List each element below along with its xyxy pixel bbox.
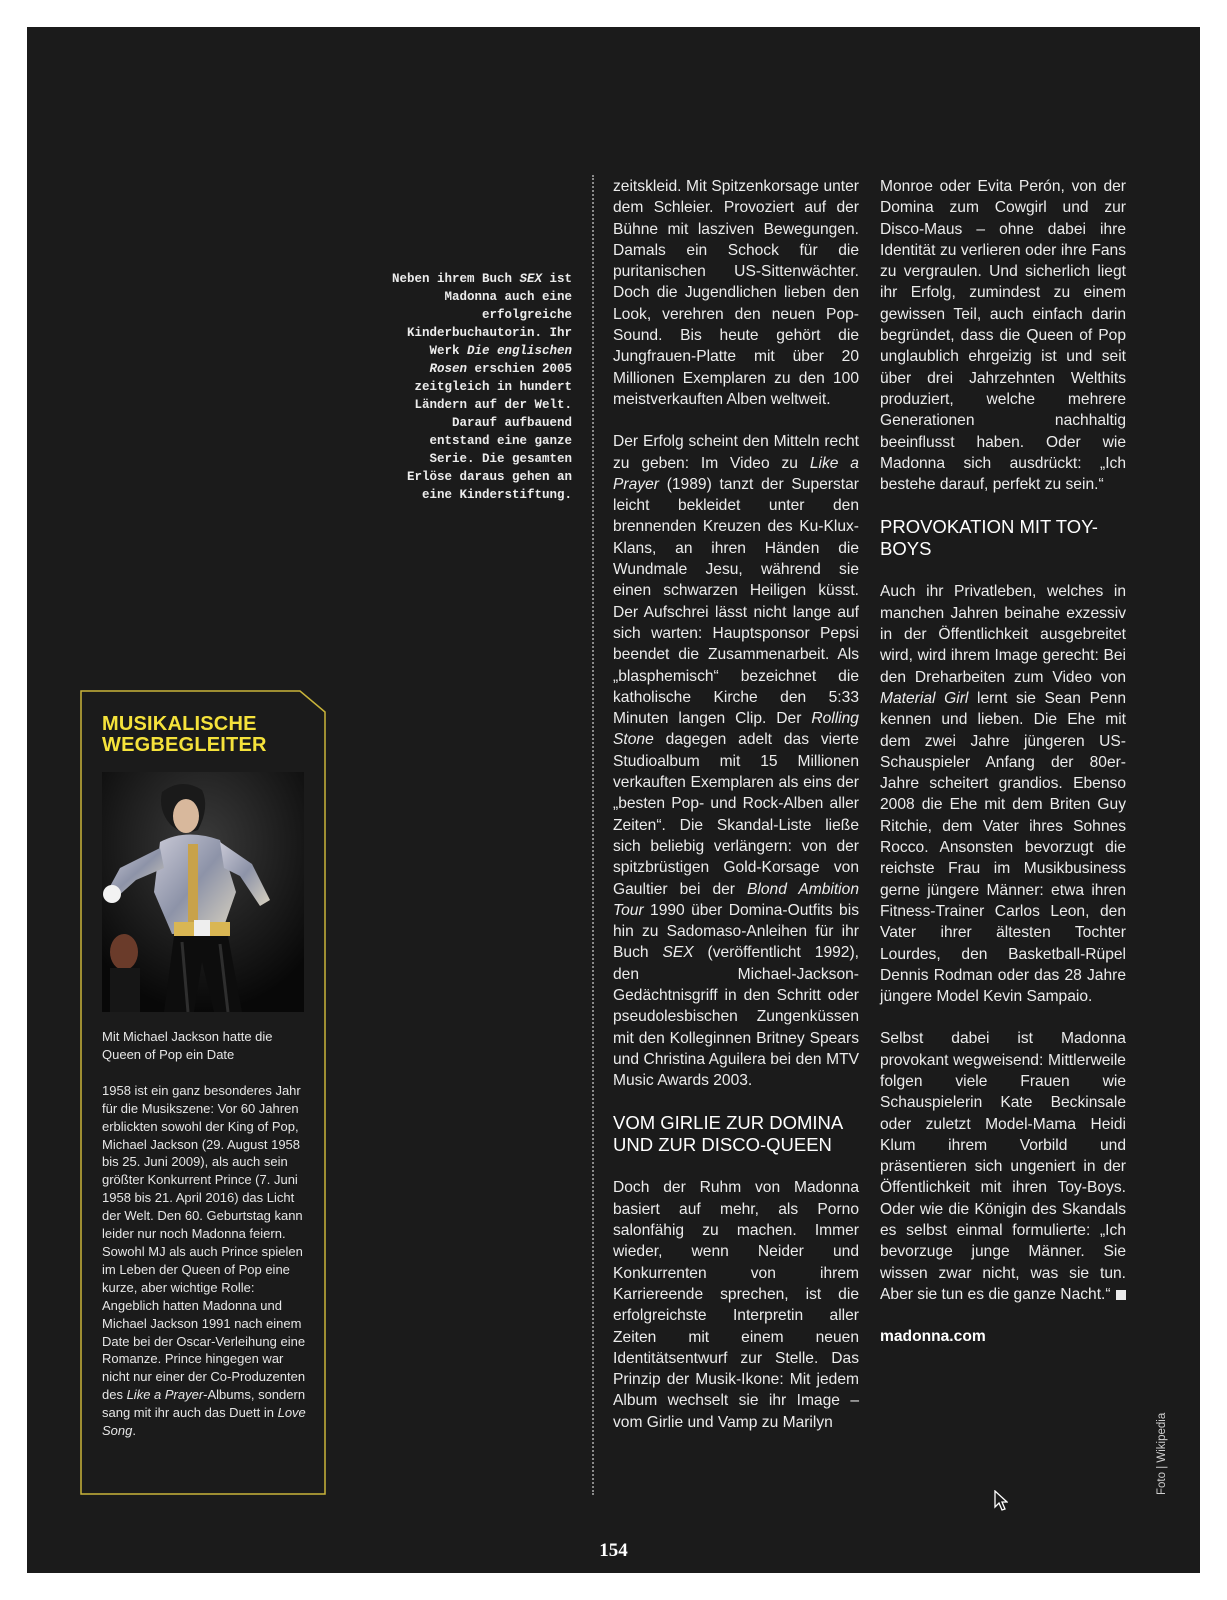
article-text: lernt sie Sean Penn kennen und lieben. Die Ehe mit dem zwei Jahre jüngeren US-Schauspieler Anfang der 80er-Jahre scheitert grandios. Ebenso 2008 die Ehe mit dem Briten Guy Ritchie, dem Vater ihres Sohnes Rocco. Ansonsten bevorzugt die reichste Frau im Musikbusiness gerne jüngere Männer: etwa ihren Fitness-Trainer Carlos Leon, den Vater ihrer ältesten Tochter Lourdes, den Basketball-Rüpel Dennis Rodman oder das 28 Jahre jüngere Model Kevin Sampaio. — [880, 689, 1127, 1006]
article-paragraph: Doch der Ruhm von Madonna basiert auf mehr, als Porno salonfähig zu machen. Immer wieder, wenn Neider und Konkurrenten von ihrem Karriereende sprechen, ist die erfolgreichste Interpretin aller Zeiten mit einem neuen Identitätsentwurf zur Stelle. Das Prinzip der Musik-Ikone: Mit jedem Album wechselt sie ihr Image – vom Girlie und Vamp zu Marilyn — [613, 1179, 859, 1431]
sidebox-musical-companions — [80, 690, 326, 1495]
article-column-right — [880, 176, 1126, 1348]
side-caption-text: Neben ihrem Buch — [391, 272, 520, 286]
sidebox-text: -Albums, sondern sang mit ihr auch das Duett in — [102, 1387, 306, 1421]
article-paragraph — [880, 581, 1126, 1007]
article-paragraph: Monroe oder Evita Perón, von der Domina zum Cowgirl und zur Disco-Maus – ohne dabei ihre Identität zu verlieren oder ihre Fans zu vergraulen. Und sicherlich liegt ihr Erfolg, zumindest zu einem gewissen Teil, auch einfach darin begründet, dass die Queen of Pop unglaublich ehrgeizig ist und seit über drei Jahrzehnten Welthits produziert, welche mehrere Generationen nachhaltig beeinflusst haben. Oder wie Madonna sich ausdrückt: „Ich bestehe darauf, perfekt zu sein.“ — [880, 178, 1126, 494]
article-text: Auch ihr Privatleben, welches in manchen Jahren beinahe exzessiv in der Öffentlichkeit ausgebreitet wird, wird ihrem Image gerecht: Bei den Dreharbeiten zum Video von — [880, 583, 1126, 686]
article-paragraph: zeitskleid. Mit Spitzenkorsage unter dem Schleier. Provoziert auf der Bühne mit lasziven Bewegungen. Damals ein Schock für die puritanischen US-Sittenwächter. Doch die Jugendlichen lieben den Look, verehren den neuen Pop-Sound. Bis heute gehört die Jungfrauen-Platte mit über 20 Millionen Exemplaren zu den 100 meistverkauften Alben weltweit. — [613, 178, 859, 408]
article-text: (1989) tanzt der Superstar leicht bekleidet unter den brennenden Kreuzen des Ku-Klux-Klans, an ihren Händen die Wundmale Jesu, während sie einen schwarzen Heiligen küsst. Der Aufschrei lässt nicht lange auf sich warten: Hauptsponsor Pepsi beendet die Zusammenarbeit. Als „blasphemisch“ bezeichnet die katholische Kirche den 5:33 Minuten langen Clip. Der — [613, 475, 859, 728]
sidebox-text: . — [132, 1423, 136, 1439]
sidebox-text: 1958 ist ein ganz besonderes Jahr für die Musikszene: Vor 60 Jahren erblickten sowohl der King of Pop, Michael Jackson (29. August 1958 bis 25. Juni 2009), als auch sein größter Konkurrent Prince (7. Juni 1958 bis 21. April 2016) das Licht der Welt. Den 60. Geburtstag kann leider nur noch Madonna feiern. Sowohl MJ als auch Prince spielen im Leben der Queen of Pop eine kurze, aber wichtige Rolle: Angeblich hatten Madonna und Michael Jackson 1991 nach einem Date bei der Oscar-Verleihung eine Romanze. Prince hingegen war nicht nur einer der Co-Produzenten des — [102, 1082, 306, 1403]
mouse-pointer-icon — [994, 1490, 1008, 1512]
photo-credit: Foto | Wikipedia — [1156, 1412, 1168, 1495]
article-text: 1990 über Domina-Outfits bis hin zu Sadomaso-Anleihen für ihr Buch — [613, 901, 859, 962]
section-heading: VOM GIRLIE ZUR DOMINA UND ZUR DISCO-QUEEN — [613, 1112, 843, 1156]
michael-jackson-photo — [102, 772, 304, 1012]
square-end-mark-icon — [1116, 1290, 1126, 1300]
sidebox-italic: Love Song — [102, 1405, 306, 1439]
performer-illustration — [102, 772, 304, 1012]
sidebox-title: MUSIKALISCHE WEGBEGLEITER — [102, 713, 267, 756]
article-text: dagegen adelt das vierte Studioalbum mit 15 Millionen verkauften Exemplaren als eins der „besten Pop- und Rock-Alben aller Zeiten“. Die Skandal-Liste ließe sich beliebig verlängern: von der spitzbrüstigen Gold-Korsage von Gaultier bei der — [613, 731, 859, 898]
article-italic: Rolling Stone — [613, 710, 859, 749]
page-number: 154 — [599, 1540, 628, 1561]
column-divider — [592, 175, 594, 1495]
article-text: Selbst dabei ist Madonna provokant wegweisend: Mittlerweile folgen viele Frauen wie Schauspielerin Kate Beckinsale oder zuletzt Model-Mama Heidi Klum ihrem Vorbild und präsentieren sich ungeniert in der Öffentlichkeit mit ihren Toy-Boys. Oder wie die Königin des Skandals es selbst einmal formulierte: „Ich bevorzuge junge Männer. Sie wissen zwar nicht, was sie tun. Aber sie tun es die ganze Nacht.“ — [880, 1030, 1126, 1303]
sidebox-italic: Like a Prayer — [126, 1387, 204, 1403]
article-text: Der Erfolg scheint den Mitteln recht zu geben: Im Video zu — [613, 433, 859, 472]
article-paragraph — [613, 431, 859, 1091]
side-caption-italic: SEX — [519, 272, 542, 286]
side-caption-italic: Die englischen Rosen — [429, 344, 572, 376]
side-caption-text: erschien 2005 zeitgleich in hundert Ländern auf der Welt. Darauf aufbauend entstand eine ganze Serie. Die gesamten Erlöse daraus gehen an eine Kinderstiftung. — [406, 362, 572, 502]
sidebox-body — [102, 1028, 312, 1458]
article-italic: Material Girl — [880, 689, 969, 707]
photo-caption: Mit Michael Jackson hatte die Queen of Pop ein Date — [102, 1029, 273, 1062]
article-column-left — [613, 176, 859, 1454]
website-link[interactable]: madonna.com — [880, 1328, 986, 1346]
section-heading: PROVOKATION MIT TOY-BOYS — [880, 516, 1098, 560]
article-italic: Like a Prayer — [613, 454, 859, 493]
article-italic: SEX — [662, 944, 694, 962]
article-text: (veröffentlicht 1992), den Michael-Jackson-Gedächtnisgriff in den Schritt oder pseudolesbischen Zungenküssen mit den Kolleginnen Britney Spears und Christina Aguilera bei den MTV Music Awards 2003. — [613, 944, 859, 1090]
sidebox-paragraph — [102, 1082, 312, 1440]
article-italic: Blond Ambition Tour — [613, 880, 859, 919]
side-caption — [385, 270, 572, 504]
side-caption-text: ist Madonna auch eine erfolgreiche Kinderbuchautorin. Ihr Werk — [406, 272, 572, 358]
article-paragraph — [880, 1028, 1126, 1305]
